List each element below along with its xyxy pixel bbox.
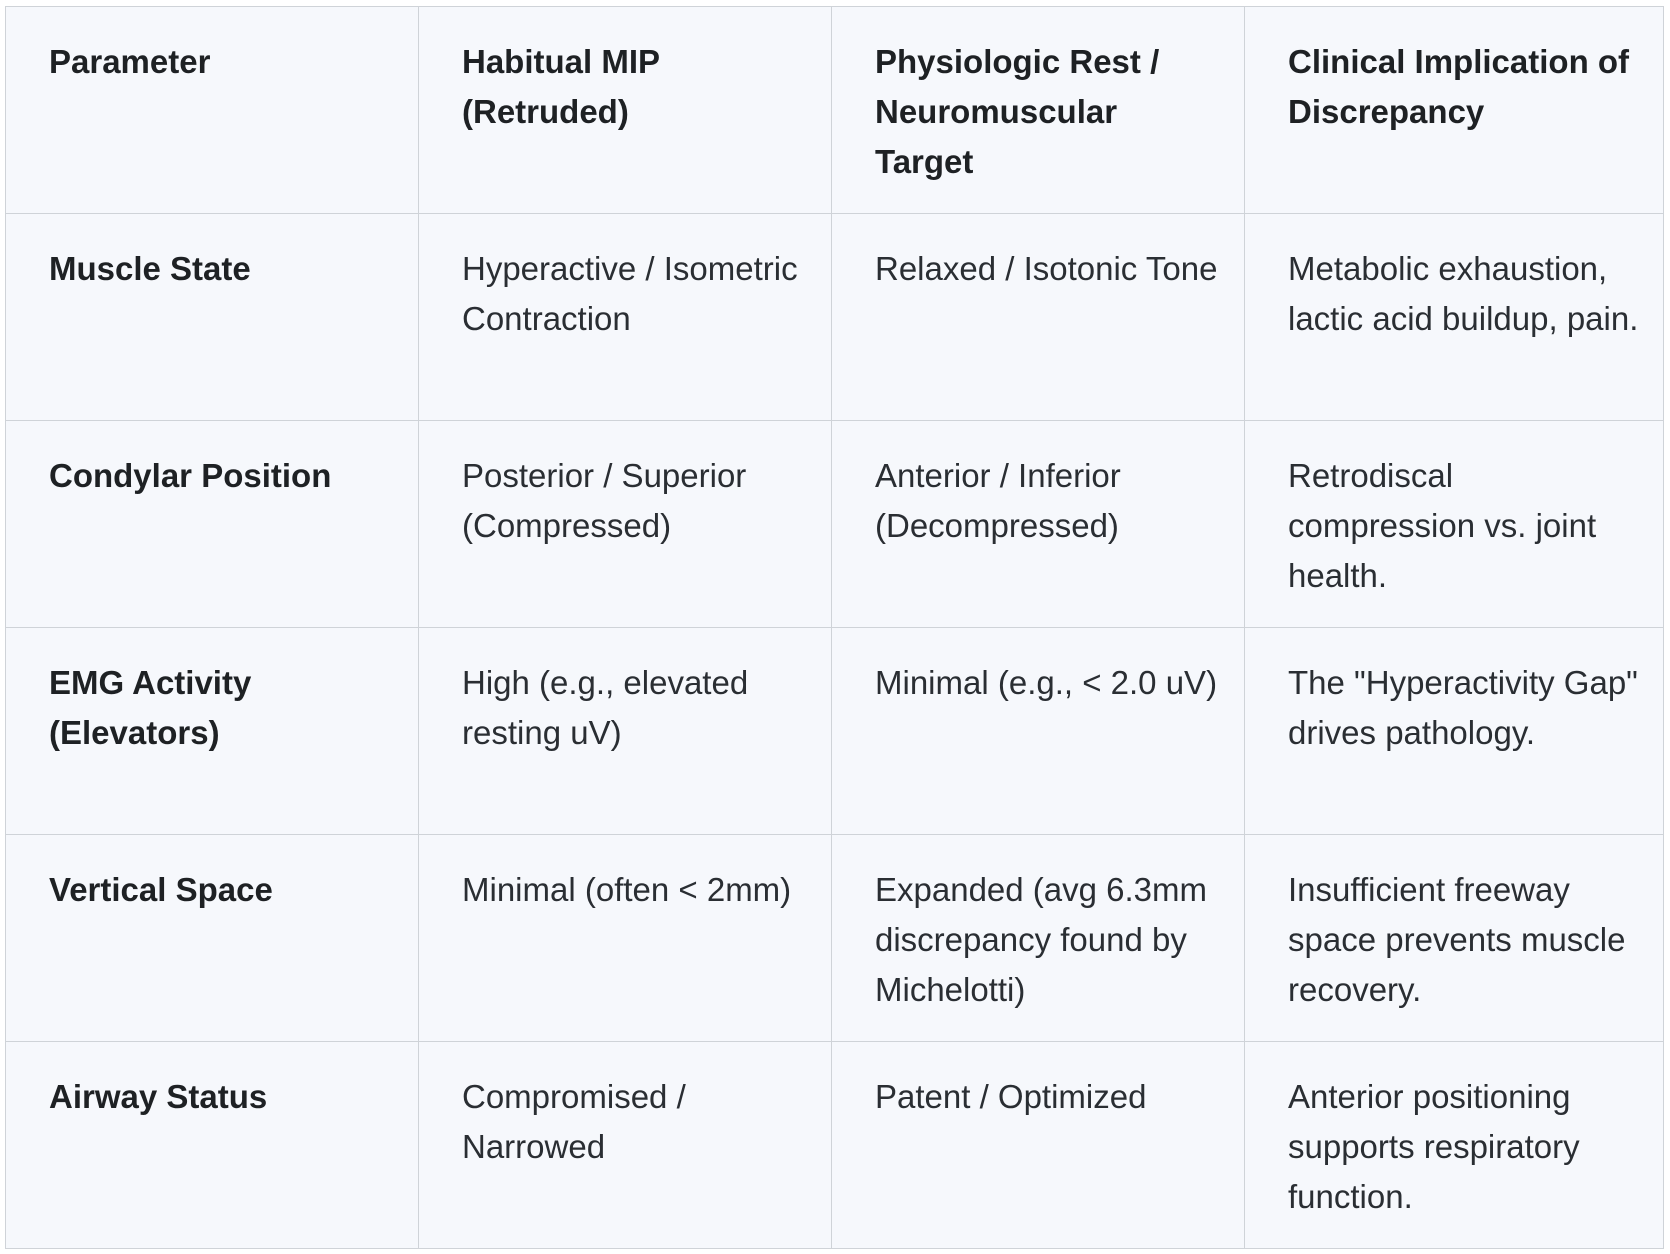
table-row [6,1042,1664,1249]
row-parameter-cell: Airway Status [6,1042,419,1249]
table-row [6,421,1664,628]
column-header-parameter: Parameter [6,7,419,214]
physiologic-rest-cell: Patent / Optimized [832,1042,1245,1249]
table-row [6,835,1664,1042]
clinical-implication-cell: Metabolic exhaustion, lactic acid buildup, pain. [1245,214,1664,421]
table-header-row [6,7,1664,214]
physiologic-rest-cell: Expanded (avg 6.3mm discrepancy found by Michelotti) [832,835,1245,1042]
habitual-mip-cell: Posterior / Superior (Compressed) [419,421,832,628]
column-header-clinical-implication: Clinical Implication of Discrepancy [1245,7,1664,214]
table-row [6,214,1664,421]
comparison-table [5,6,1664,1249]
clinical-implication-cell: Retrodiscal compression vs. joint health. [1245,421,1664,628]
row-parameter-cell: Condylar Position [6,421,419,628]
habitual-mip-cell: High (e.g., elevated resting uV) [419,628,832,835]
habitual-mip-cell: Minimal (often < 2mm) [419,835,832,1042]
clinical-implication-cell: Anterior positioning supports respiratory function. [1245,1042,1664,1249]
comparison-table-container [5,6,1663,1249]
column-header-physiologic-rest: Physiologic Rest / Neuromuscular Target [832,7,1245,214]
row-parameter-cell: Muscle State [6,214,419,421]
physiologic-rest-cell: Relaxed / Isotonic Tone [832,214,1245,421]
clinical-implication-cell: The "Hyperactivity Gap" drives pathology. [1245,628,1664,835]
column-header-habitual-mip: Habitual MIP (Retruded) [419,7,832,214]
row-parameter-cell: Vertical Space [6,835,419,1042]
table-row [6,628,1664,835]
habitual-mip-cell: Compromised / Narrowed [419,1042,832,1249]
clinical-implication-cell: Insufficient freeway space prevents muscle recovery. [1245,835,1664,1042]
physiologic-rest-cell: Anterior / Inferior (Decompressed) [832,421,1245,628]
row-parameter-cell: EMG Activity (Elevators) [6,628,419,835]
habitual-mip-cell: Hyperactive / Isometric Contraction [419,214,832,421]
physiologic-rest-cell: Minimal (e.g., < 2.0 uV) [832,628,1245,835]
